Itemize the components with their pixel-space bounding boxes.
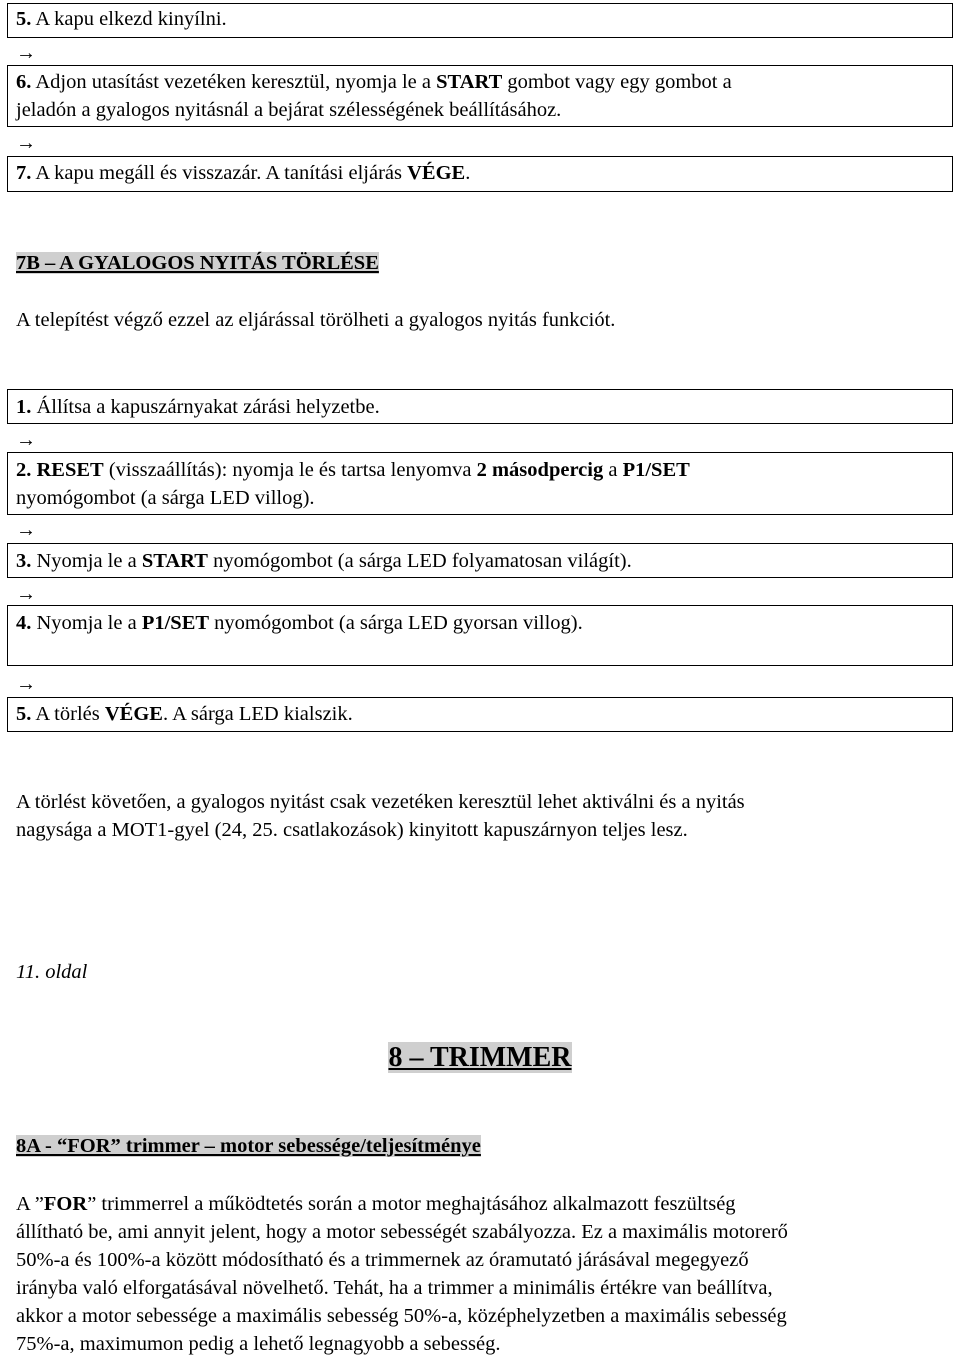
arrow-icon: →	[16, 519, 36, 541]
section-7b-intro: A telepítést végző ezzel az eljárással törölheti a gyalogos nyitás funkciót.	[16, 309, 616, 331]
section-7b-note-line2: nagysága a MOT1-gyel (24, 25. csatlakozások) kinyitott kapuszárnyon teljes lesz.	[16, 819, 688, 841]
section-8a-para-line2: állítható be, ami annyit jelent, hogy a motor sebességét szabályozza. Ez a maximális motorerő	[16, 1221, 788, 1243]
section-8-title: 8 – TRIMMER	[388, 1042, 572, 1073]
section-7b-note-line1: A törlést követően, a gyalogos nyitást csak vezetéken keresztül lehet aktiválni és a nyitás	[16, 791, 745, 813]
step-7-text: 7. A kapu megáll és visszazár. A tanítási eljárás VÉGE.	[16, 162, 471, 184]
section-8a-para-line1: A ”FOR” trimmerrel a működtetés során a motor meghajtásához alkalmazott feszültség	[16, 1193, 736, 1215]
section-8a-heading: 8A - “FOR” trimmer – motor sebessége/teljesítménye	[16, 1135, 481, 1157]
step-7b-4-text: 4. Nyomja le a P1/SET nyomógombot (a sárga LED gyorsan villog).	[16, 612, 583, 634]
section-8a-para-line5: akkor a motor sebessége a maximális sebesség 50%-a, középhelyzetben a maximális sebesség	[16, 1305, 787, 1327]
section-8a-para-line3: 50%-a és 100%-a között módosítható és a trimmernek az óramutató járásával megegyező	[16, 1249, 749, 1271]
step-6-text-line2: jeladón a gyalogos nyitásnál a bejárat szélességének beállításához.	[16, 99, 562, 121]
step-6-text: 6. Adjon utasítást vezetéken keresztül, nyomja le a START gombot vagy egy gombot a	[16, 71, 732, 93]
arrow-icon: →	[16, 132, 36, 154]
section-8a-para-line4: irányba való elforgatásával növelhető. Tehát, ha a trimmer a minimális értékre van beállítva,	[16, 1277, 773, 1299]
step-7b-2-text: 2. RESET (visszaállítás): nyomja le és tartsa lenyomva 2 másodpercig a P1/SET	[16, 459, 690, 481]
step-7b-5-text: 5. A törlés VÉGE. A sárga LED kialszik.	[16, 703, 353, 725]
step-7b-1-text: 1. Állítsa a kapuszárnyakat zárási helyzetbe.	[16, 396, 380, 418]
section-7b-heading: 7B – A GYALOGOS NYITÁS TÖRLÉSE	[16, 252, 379, 274]
arrow-icon: →	[16, 429, 36, 451]
step-7b-3-text: 3. Nyomja le a START nyomógombot (a sárga LED folyamatosan világít).	[16, 550, 632, 572]
step-7b-2-text-line2: nyomógombot (a sárga LED villog).	[16, 487, 315, 509]
arrow-icon: →	[16, 583, 36, 605]
arrow-icon: →	[16, 673, 36, 695]
page-number: 11. oldal	[16, 961, 88, 983]
step-5-text: 5. A kapu elkezd kinyílni.	[16, 8, 227, 30]
arrow-icon: →	[16, 42, 36, 64]
section-8a-para-line6: 75%-a, maximumon pedig a lehető legnagyobb a sebesség.	[16, 1333, 501, 1355]
